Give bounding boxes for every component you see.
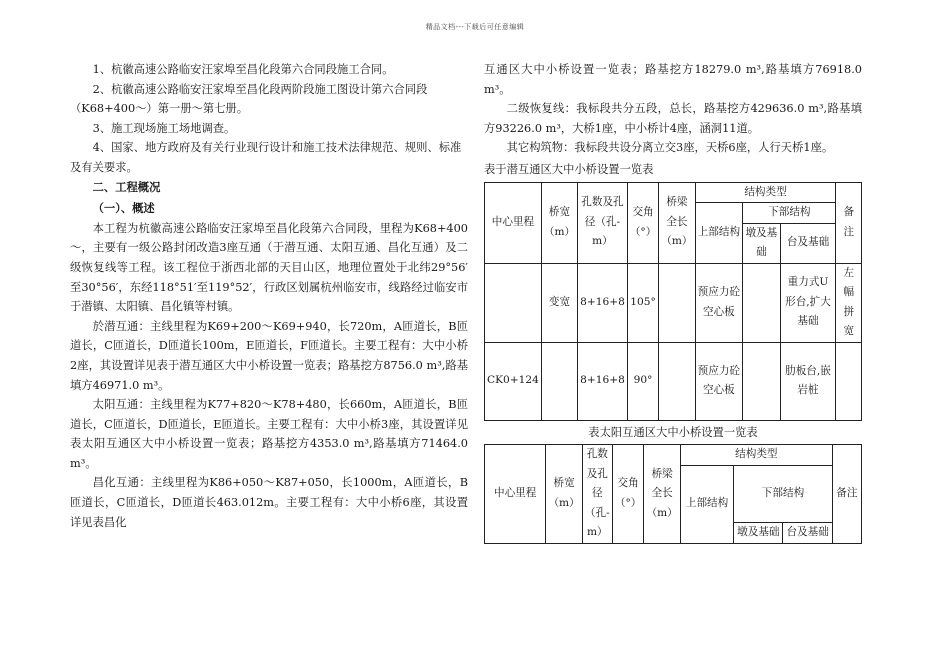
th-abut: 台及基础: [780, 223, 836, 263]
subsection-title: （一）、概述: [92, 201, 155, 216]
reference-line-1: 1、杭徽高速公路临安汪家埠至昌化段第六合同段施工合同。: [92, 63, 394, 76]
cell-angle: 105°: [627, 263, 658, 342]
cell-width: 变宽: [541, 263, 577, 342]
yuqian-bridge-table: [484, 182, 862, 421]
right-column: [484, 60, 862, 544]
changhua-continued-paragraph: 互通区大中小桥设置一览表；路基挖方18279.0 m³,路基填方76918.0 m³。: [484, 63, 862, 96]
cell-width: [541, 342, 577, 420]
th-length: 桥梁全长（m）: [644, 445, 680, 544]
cell-length: [659, 263, 695, 342]
reference-line-5: 4、国家、地方政府及有关行业现行设计和施工技术法律规范、规则、标准: [92, 141, 462, 155]
reference-line-2: 2、杭徽高速公路临安汪家埠至昌化段两阶段施工图设计第六合同段: [92, 82, 428, 96]
section-title: 二、工程概况: [92, 179, 161, 194]
th-spans: 孔数及孔径（孔-m）: [582, 445, 612, 544]
left-column: [70, 60, 468, 532]
cell-pier: [743, 342, 780, 420]
cell-angle: 90°: [627, 342, 658, 420]
erji-paragraph: 二级恢复线：我标段共分五段，总长，路基挖方429636.0 m³,路基填方93226.0 m³，大桥1座，中小桥计4座，涵洞11道。: [484, 102, 862, 135]
cell-note: 左幅拼宽: [836, 263, 862, 342]
th-upper: 上部结构: [695, 203, 743, 264]
overview-paragraph: 本工程为杭徽高速公路临安汪家埠至昌化段第六合同段，里程为K68+400～，主要有一级公路封闭改造3座互通（于潜互通、太阳互通、昌化互通）及二级恢复线等工程。该工程位于浙西北部的天目山区，地理位置处于北纬29°56′至30°56′，东经118°51′至119°52′，行政区划属杭州临安市，线路经过临安市于潜镇、太阳镇、昌化镇等村镇。: [70, 221, 468, 314]
th-pier: 墩及基础: [743, 223, 780, 263]
th-note: 备注: [836, 182, 862, 263]
cell-upper: 预应力砼空心板: [695, 342, 743, 420]
cell-spans: 8+16+8: [578, 342, 628, 420]
table-row: [485, 263, 862, 342]
th-structure: 结构类型: [695, 182, 836, 203]
cell-note: [836, 342, 862, 420]
th-angle: 交角（°）: [612, 445, 644, 544]
th-spans: 孔数及孔径（孔-m）: [578, 182, 628, 263]
cell-upper: 预应力砼空心板: [695, 263, 743, 342]
th-center: 中心里程: [485, 182, 542, 263]
cell-abut: 肋板台,嵌岩桩: [780, 342, 836, 420]
other-structures-paragraph: 其它构筑物：我标段共设分离立交3座，天桥6座，人行天桥1座。: [506, 141, 834, 155]
reference-line-6: 及有关要求。: [70, 160, 138, 174]
th-upper: 上部结构: [680, 465, 733, 543]
reference-line-4: 3、施工现场施工场地调查。: [92, 121, 236, 135]
th-note: 备注: [832, 445, 861, 544]
cell-pier: [743, 263, 780, 342]
th-angle: 交角（°）: [627, 182, 658, 263]
taiyang-bridge-table: [484, 444, 862, 544]
th-abut: 台及基础: [783, 523, 832, 544]
table1-caption: 表于潜互通区大中小桥设置一览表: [484, 162, 654, 176]
cell-center: [485, 263, 542, 342]
taiyang-paragraph: 太阳互通：主线里程为K77+820～K78+480，长660m，A匝道长，B匝道长，C匝道长，D匝道长，E匝道长。主要工程有：大中小桥3座，其设置详见表太阳互通区大中小桥设置一览表；路基挖方4353.0 m³,路基填方71464.0 m³。: [70, 398, 468, 470]
cell-length: [659, 342, 695, 420]
th-width: 桥宽（m）: [541, 182, 577, 263]
th-lower: 下部结构: [734, 465, 833, 523]
reference-line-3: （K68+400～）第一册～第七册。: [70, 102, 249, 116]
cell-spans: 8+16+8: [578, 263, 628, 342]
table2-caption: 表太阳互通区大中小桥设置一览表: [588, 425, 758, 439]
th-length: 桥梁全长（m）: [659, 182, 695, 263]
th-lower: 下部结构: [743, 203, 836, 224]
cell-center: CK0+124: [485, 342, 542, 420]
th-width: 桥宽（m）: [546, 445, 582, 544]
th-pier: 墩及基础: [734, 523, 783, 544]
th-center: 中心里程: [485, 445, 546, 544]
yuqian-paragraph: 於潜互通：主线里程为K69+200～K69+940，长720m，A匝道长，B匝道长，C匝道长，D匝道长100m，E匝道长，F匝道长。主要工程有：大中小桥2座，其设置详见表于潜互通区大中小桥设置一览表；路基挖方8756.0 m³,路基填方46971.0 m³。: [70, 319, 468, 392]
cell-abut: 重力式U形台,扩大基础: [780, 263, 836, 342]
th-structure: 结构类型: [680, 445, 832, 466]
table-row: [485, 342, 862, 420]
changhua-paragraph: 昌化互通：主线里程为K86+050～K87+050，长1000m，A匝道长，B匝道长，C匝道长，D匝道长463.012m。主要工程有：大中小桥6座，其设置详见表昌化: [70, 476, 468, 529]
page-header: 精品文档---下载后可任意编辑: [425, 23, 525, 31]
